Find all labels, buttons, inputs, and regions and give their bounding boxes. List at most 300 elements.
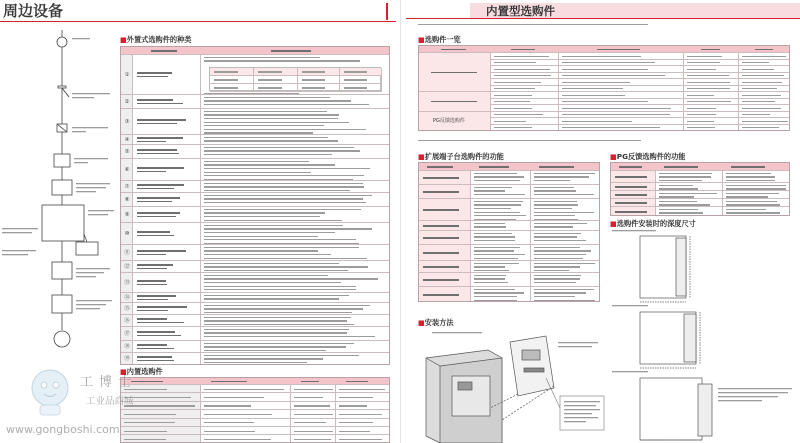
text-line <box>687 56 722 57</box>
option-name-cell <box>133 273 201 293</box>
option-description-cell <box>201 293 390 303</box>
option-list-cell <box>684 125 739 132</box>
depth-drawing-large-frame <box>640 378 712 440</box>
internal-option-cell <box>336 435 390 443</box>
terminal-function-cell <box>531 185 600 199</box>
text-line <box>474 226 506 227</box>
input-filter-box <box>52 180 72 195</box>
text-line <box>339 422 373 423</box>
option-group-cell <box>419 53 491 92</box>
pg-function-cell <box>723 207 790 216</box>
internal-option-cell <box>336 419 390 427</box>
text-line <box>539 166 574 167</box>
text-line <box>474 190 505 191</box>
row-number: ② <box>124 99 130 105</box>
text-line <box>534 263 595 264</box>
depth-drawing-small-frame <box>640 236 690 302</box>
option-name-cell <box>133 245 201 261</box>
text-line <box>726 212 780 213</box>
option-list-cell <box>491 125 559 132</box>
text-line <box>204 209 361 210</box>
text-line <box>474 282 508 283</box>
text-line <box>137 331 175 332</box>
option-name-cell <box>133 193 201 207</box>
text-line <box>204 362 307 363</box>
text-line <box>687 82 730 83</box>
text-line <box>294 397 323 398</box>
text-line <box>294 405 330 406</box>
text-line <box>726 201 777 202</box>
text-line <box>534 258 583 259</box>
internal-option-cell <box>201 393 291 401</box>
text-line <box>137 360 174 361</box>
text-line <box>137 167 184 168</box>
text-line <box>204 175 364 176</box>
text-line <box>137 197 180 198</box>
row-number-cell <box>121 223 133 245</box>
text-line <box>204 289 356 290</box>
power-source-symbol <box>57 37 67 47</box>
row-number-cell <box>121 55 133 95</box>
table-header-row <box>419 163 600 171</box>
option-description-cell <box>201 193 390 207</box>
text-line <box>534 204 578 205</box>
inverter-housing <box>426 350 502 443</box>
row-number: ① <box>124 72 130 78</box>
terminal-function-cell <box>531 231 600 245</box>
text-line <box>494 121 526 122</box>
text-line <box>479 166 509 167</box>
text-line <box>742 121 788 122</box>
row-number-cell <box>121 145 133 159</box>
text-line <box>474 240 515 241</box>
text-line <box>204 150 360 151</box>
internal-option-cell <box>291 427 336 435</box>
text-line <box>204 216 320 217</box>
text-line <box>474 208 511 209</box>
text-line <box>137 306 187 307</box>
text-line <box>431 101 477 102</box>
text-line <box>597 49 641 50</box>
text-line <box>534 194 594 195</box>
text-line <box>474 258 518 259</box>
intro-text <box>418 22 698 28</box>
text-line <box>137 216 176 217</box>
text-line <box>742 75 784 76</box>
motor-symbol <box>54 331 70 347</box>
internal-option-cell <box>201 435 291 443</box>
spec-mini-cell <box>340 76 382 84</box>
text-line <box>204 263 339 264</box>
text-line <box>562 56 641 57</box>
text-line <box>474 176 524 177</box>
text-line <box>659 180 702 181</box>
pg-function-cell <box>656 207 723 216</box>
text-line <box>204 329 349 330</box>
text-line <box>562 127 660 128</box>
terminal-function-cell <box>531 287 600 302</box>
text-line <box>534 275 581 276</box>
internal-option-cell <box>121 427 201 435</box>
text-line <box>615 186 647 187</box>
text-line <box>755 49 773 50</box>
section-internal-options: ■内置选购件 <box>120 367 163 376</box>
text-line <box>659 201 697 202</box>
text-line <box>137 235 174 236</box>
section-external-options: ■外置式选购件的种类 <box>120 35 192 44</box>
text-line <box>534 270 569 271</box>
braking-link <box>84 234 87 242</box>
text-line <box>534 254 586 255</box>
row-number-cell <box>121 353 133 365</box>
pg-function-cell <box>723 183 790 191</box>
terminal-function-cell <box>471 185 531 199</box>
row-number: ⑯ <box>124 318 130 324</box>
pg-function-cell <box>723 199 790 207</box>
terminal-function-cell <box>531 273 600 287</box>
pg-function-table <box>610 162 790 216</box>
text-line <box>494 101 530 102</box>
row-number-cell <box>121 193 133 207</box>
option-description-cell <box>201 223 390 245</box>
row-number: ⑬ <box>124 280 130 286</box>
text-line <box>124 397 191 398</box>
text-line <box>534 219 578 220</box>
text-line <box>294 422 326 423</box>
text-line <box>211 381 247 382</box>
text-line <box>339 414 382 415</box>
text-line <box>204 93 299 94</box>
text-line <box>204 232 335 233</box>
text-line <box>742 56 786 57</box>
pg-feedback-option-label: PG反馈选购件 <box>433 118 465 125</box>
watermark-url: www.gongboshi.com <box>6 423 120 436</box>
table-header-row <box>121 378 390 385</box>
text-line <box>423 279 459 280</box>
text-line <box>204 336 375 337</box>
watermark-brand: 工博士 <box>80 375 138 390</box>
text-line <box>534 208 572 209</box>
internal-option-cell <box>336 385 390 393</box>
external-options-table <box>120 46 390 365</box>
text-line <box>534 289 594 290</box>
text-line <box>204 346 346 347</box>
text-line <box>137 153 179 154</box>
text-line <box>204 350 326 351</box>
text-line <box>726 188 786 189</box>
text-line <box>534 215 575 216</box>
internal-option-cell <box>121 419 201 427</box>
row-number: ⑲ <box>124 356 130 362</box>
option-name-cell <box>133 95 201 109</box>
row-number: ⑧ <box>124 197 130 203</box>
text-line <box>534 292 586 293</box>
text-line <box>204 389 284 390</box>
internal-option-cell <box>336 410 390 418</box>
text-line <box>137 119 186 120</box>
text-line <box>534 236 577 237</box>
row-number-cell <box>121 261 133 273</box>
terminal-function-cell <box>419 171 471 185</box>
text-line <box>659 209 698 210</box>
text-line <box>344 79 367 80</box>
option-list-note <box>418 138 658 144</box>
internal-option-cell <box>291 393 336 401</box>
text-line <box>204 317 351 318</box>
text-line <box>137 184 184 185</box>
text-line <box>204 414 272 415</box>
option-name-cell <box>133 341 201 353</box>
option-name-cell <box>133 293 201 303</box>
text-line <box>294 414 333 415</box>
text-line <box>204 405 251 406</box>
text-line <box>137 254 166 255</box>
option-name-cell <box>133 109 201 135</box>
mascot-body <box>40 405 60 415</box>
internal-option-cell <box>291 435 336 443</box>
watermark-subtitle: 工业品商城 <box>86 396 134 407</box>
text-line <box>562 121 632 122</box>
text-line <box>441 49 466 50</box>
left-header-mark <box>386 3 388 20</box>
internal-option-cell <box>336 393 390 401</box>
text-line <box>204 100 351 101</box>
table-header-row <box>121 47 390 55</box>
terminal-function-cell <box>531 245 600 261</box>
text-line <box>151 50 177 51</box>
option-name-cell <box>133 303 201 315</box>
text-line <box>494 82 541 83</box>
text-line <box>562 62 655 63</box>
text-line <box>562 82 630 83</box>
text-line <box>731 166 765 167</box>
text-line <box>137 335 181 336</box>
text-line <box>204 397 264 398</box>
text-line <box>474 215 526 216</box>
text-line <box>204 324 354 325</box>
text-line <box>659 196 694 197</box>
text-line <box>474 300 517 301</box>
text-line <box>339 397 373 398</box>
contactor-symbol <box>57 124 67 132</box>
pg-function-cell <box>723 191 790 199</box>
option-name-cell <box>133 261 201 273</box>
text-line <box>137 250 186 251</box>
text-line <box>137 201 172 202</box>
text-line <box>204 247 359 248</box>
text-line <box>204 305 370 306</box>
text-line <box>258 87 282 88</box>
text-line <box>423 237 459 238</box>
text-line <box>137 322 184 323</box>
text-line <box>659 188 698 189</box>
text-line <box>204 212 325 213</box>
install-method-illustration <box>418 328 608 443</box>
text-line <box>474 278 505 279</box>
text-line <box>204 358 323 359</box>
terminal-function-cell <box>531 261 600 273</box>
spec-mini-cell <box>298 76 340 84</box>
row-number: ⑭ <box>124 295 130 301</box>
text-line <box>339 405 367 406</box>
text-line <box>214 79 238 80</box>
text-line <box>204 254 331 255</box>
text-line <box>204 57 320 58</box>
text-line <box>687 108 716 109</box>
text-line <box>204 343 354 344</box>
spec-mini-table <box>209 67 381 91</box>
row-number-cell <box>121 95 133 109</box>
mascot-logo <box>22 362 78 418</box>
text-line <box>204 320 347 321</box>
text-line <box>137 76 168 77</box>
text-line <box>204 282 341 283</box>
row-number: ④ <box>124 137 130 143</box>
option-description-cell <box>201 341 390 353</box>
text-line <box>534 223 587 224</box>
row-number-cell <box>121 293 133 303</box>
row-number-cell <box>121 207 133 223</box>
spec-mini-cell <box>210 84 254 92</box>
row-number-cell <box>121 135 133 145</box>
option-name-cell <box>133 181 201 193</box>
text-line <box>474 219 516 220</box>
text-line <box>742 82 782 83</box>
text-line <box>137 348 174 349</box>
text-line <box>511 49 535 50</box>
text-line <box>204 422 254 423</box>
text-line <box>204 250 318 251</box>
option-description-cell <box>201 353 390 365</box>
option-list-cell <box>559 125 684 132</box>
text-line <box>124 422 175 423</box>
mascot-eye-left <box>41 382 47 388</box>
pg-function-cell <box>656 191 723 199</box>
internal-option-cell <box>291 419 336 427</box>
terminal-function-cell <box>419 245 471 261</box>
row-number: ⑪ <box>124 250 130 256</box>
text-line <box>534 296 575 297</box>
text-line <box>204 172 311 173</box>
text-line <box>204 132 313 133</box>
text-line <box>204 179 353 180</box>
text-line <box>474 292 524 293</box>
section-install-method: ■安装方法 <box>418 318 454 327</box>
text-line <box>271 50 311 51</box>
text-line <box>204 355 359 356</box>
text-line <box>137 141 166 142</box>
text-line <box>204 140 338 141</box>
text-line <box>726 209 766 210</box>
row-number: ⑱ <box>124 344 130 350</box>
text-line <box>137 299 168 300</box>
page-title-peripheral: 周边设备 <box>3 2 64 20</box>
text-line <box>124 439 166 440</box>
text-line <box>726 173 771 174</box>
option-description-cell <box>201 303 390 315</box>
output-filter-box <box>52 262 72 279</box>
text-line <box>204 220 342 221</box>
text-line <box>494 88 535 89</box>
terminal-function-cell <box>419 199 471 221</box>
spec-mini-cell <box>254 68 298 76</box>
option-name-cell <box>133 315 201 327</box>
spec-mini-cell <box>298 68 340 76</box>
text-line <box>534 266 580 267</box>
row-number-cell <box>121 109 133 135</box>
internal-option-cell <box>336 402 390 410</box>
text-line <box>137 280 166 281</box>
text-line <box>474 236 515 237</box>
text-line <box>687 75 729 76</box>
option-list-cell <box>739 125 790 132</box>
row-number-cell <box>121 341 133 353</box>
option-group-cell <box>419 112 491 132</box>
text-line <box>494 75 551 76</box>
text-line <box>423 191 459 192</box>
pg-function-cell <box>611 191 656 199</box>
option-description-cell <box>201 327 390 341</box>
table-header-row <box>419 46 790 53</box>
text-line <box>339 439 382 440</box>
text-line <box>726 204 780 205</box>
option-description-cell <box>201 145 390 159</box>
pg-function-cell <box>611 207 656 216</box>
text-line <box>534 190 576 191</box>
text-line <box>431 72 477 73</box>
text-line <box>418 140 641 141</box>
text-line <box>474 275 506 276</box>
text-line <box>137 137 183 138</box>
internal-option-cell <box>121 410 201 418</box>
text-line <box>562 108 671 109</box>
text-line <box>204 270 348 271</box>
text-line <box>742 108 781 109</box>
text-line <box>137 268 167 269</box>
text-line <box>423 225 459 226</box>
text-line <box>137 344 167 345</box>
text-line <box>204 202 366 203</box>
mascot-head <box>32 370 68 406</box>
text-line <box>659 185 693 186</box>
text-line <box>204 195 372 196</box>
terminal-function-cell <box>471 245 531 261</box>
text-line <box>124 431 167 432</box>
text-line <box>562 75 665 76</box>
text-line <box>742 88 777 89</box>
row-number: ③ <box>124 119 130 125</box>
terminal-function-cell <box>531 221 600 231</box>
text-line <box>137 212 180 213</box>
braking-resistor-box <box>76 242 98 255</box>
row-number-cell <box>121 245 133 261</box>
row-number-cell <box>121 303 133 315</box>
text-line <box>474 296 517 297</box>
text-line <box>294 439 331 440</box>
pg-function-cell <box>611 183 656 191</box>
text-line <box>204 111 327 112</box>
text-line <box>204 186 364 187</box>
text-line <box>204 266 368 267</box>
row-number-cell <box>121 273 133 293</box>
text-line <box>742 62 769 63</box>
terminal-function-cell <box>471 221 531 231</box>
text-line <box>615 202 647 203</box>
row-number: ⑦ <box>124 184 130 190</box>
text-line <box>423 252 459 253</box>
text-line <box>204 239 356 240</box>
table-header-row <box>611 163 790 171</box>
